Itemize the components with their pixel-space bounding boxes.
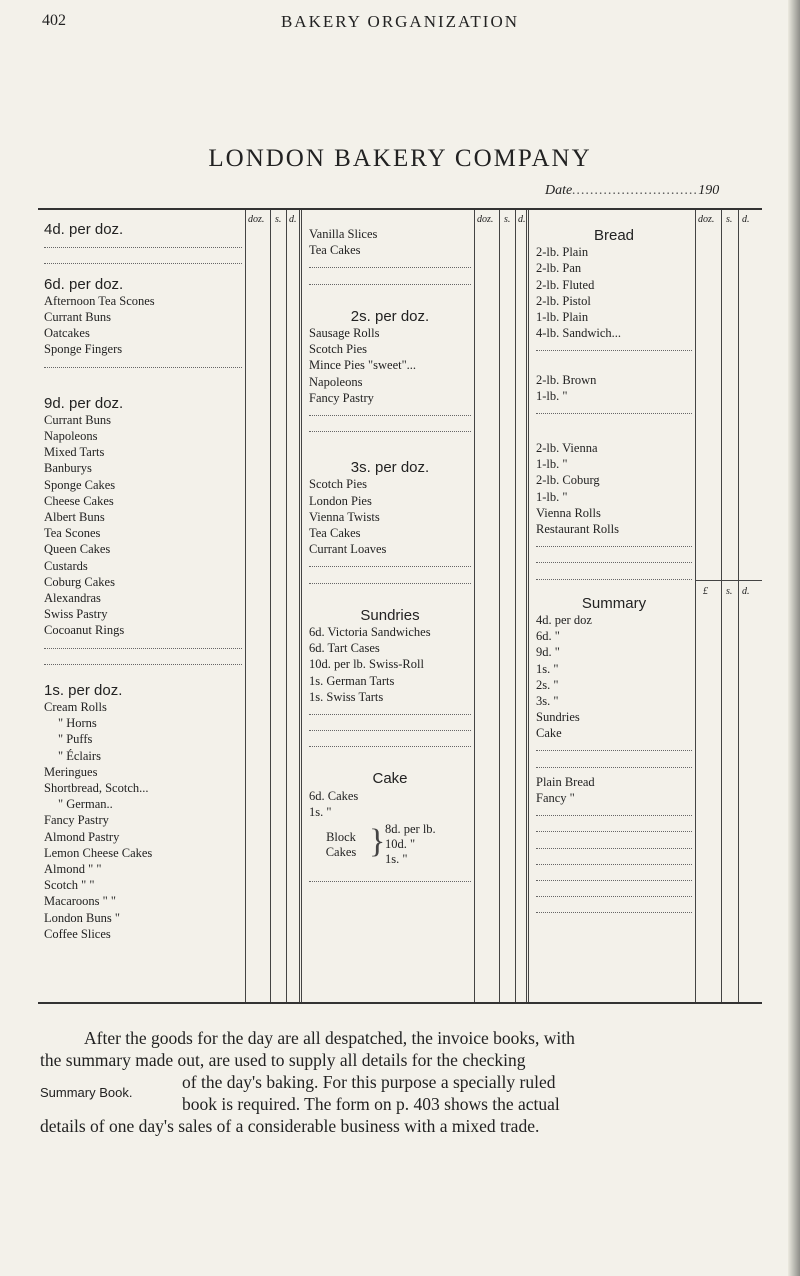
list-item: Alexandras bbox=[44, 590, 101, 605]
list-item: Coburg Cakes bbox=[44, 574, 115, 589]
list-item: " Horns bbox=[58, 716, 97, 731]
section-heading-summary: Summary bbox=[581, 595, 647, 612]
list-item: " Puffs bbox=[58, 732, 93, 747]
list-item: Queen Cakes bbox=[44, 542, 111, 557]
list-item: Fancy Pastry bbox=[309, 390, 374, 405]
column-3 bbox=[536, 210, 692, 920]
section-heading-cake: Cake bbox=[372, 771, 408, 788]
paragraph-line: of the day's baking. For this purpose a specially ruled bbox=[182, 1072, 556, 1092]
list-item: Mince Pies "sweet"... bbox=[309, 358, 417, 373]
list-item: 2-lb. Plain bbox=[536, 245, 589, 260]
list-item: Napoleons bbox=[44, 429, 98, 444]
list-item: 9d. " bbox=[536, 645, 560, 660]
section-heading-bread: Bread bbox=[593, 228, 635, 244]
col3-d-heading: d. bbox=[742, 214, 750, 225]
summary-pound-heading: £ bbox=[703, 586, 708, 597]
list-item: 1s. " bbox=[536, 661, 559, 676]
list-item: Afternoon Tea Scones bbox=[44, 293, 155, 308]
list-item: Scotch " " bbox=[44, 878, 95, 893]
list-item: Vanilla Slices bbox=[309, 227, 378, 241]
column-rule bbox=[499, 210, 500, 1002]
list-item: London Buns " bbox=[44, 910, 120, 925]
list-item: 1s. " bbox=[309, 804, 332, 819]
list-item: 2-lb. Coburg bbox=[536, 473, 600, 488]
list-item: Tea Scones bbox=[44, 526, 101, 541]
date-label: Date bbox=[545, 183, 573, 198]
list-item: Lemon Cheese Cakes bbox=[44, 845, 153, 860]
list-item: Plain Bread bbox=[536, 774, 595, 789]
list-item: 1s. Swiss Tarts bbox=[309, 689, 384, 704]
list-item: Cream Rolls bbox=[44, 700, 107, 715]
list-item: Sponge Fingers bbox=[44, 342, 123, 357]
section-heading-2s: 2s. per doz. bbox=[350, 308, 430, 325]
summary-s-heading: s. bbox=[726, 586, 733, 597]
column-rule bbox=[286, 210, 287, 1002]
running-head: BAKERY ORGANIZATION bbox=[280, 12, 520, 31]
list-item: Restaurant Rolls bbox=[536, 522, 619, 536]
body-paragraph bbox=[40, 1027, 762, 1137]
paragraph-line: After the goods for the day are all despatched, the invoice books, with bbox=[84, 1028, 575, 1048]
side-note: Summary Book. bbox=[40, 1085, 133, 1100]
list-item: Napoleons bbox=[309, 374, 363, 389]
list-item: Coffee Slices bbox=[44, 926, 111, 941]
paragraph-line: book is required. The form on p. 403 shows the actual bbox=[182, 1094, 560, 1114]
block-cakes-group bbox=[309, 820, 471, 872]
list-item: Currant Buns bbox=[44, 412, 112, 427]
column-rule bbox=[474, 210, 475, 1002]
list-item: Cake bbox=[536, 726, 562, 741]
section-heading-6d: 6d. per doz. bbox=[44, 276, 124, 293]
column-rule bbox=[299, 210, 302, 1002]
block-price: 1s. " bbox=[385, 852, 408, 866]
list-item: Sponge Cakes bbox=[44, 477, 116, 492]
column-rule bbox=[721, 210, 722, 1002]
date-line: Date............................190 bbox=[545, 183, 720, 198]
list-item: 3s. " bbox=[536, 693, 559, 708]
list-item: Shortbread, Scotch... bbox=[44, 781, 149, 795]
ruled-form-table bbox=[38, 208, 762, 1004]
list-item: Macaroons " " bbox=[44, 894, 116, 909]
list-item: 1-lb. Plain bbox=[536, 309, 589, 324]
list-item: 2-lb. Fluted bbox=[536, 277, 595, 292]
date-year: 190 bbox=[698, 183, 720, 198]
list-item: Scotch Pies bbox=[309, 342, 367, 357]
list-item: Tea Cakes bbox=[309, 526, 361, 540]
list-item: Almond Pastry bbox=[44, 829, 120, 844]
list-item: 2s. " bbox=[536, 677, 559, 692]
list-item: 1-lb. " bbox=[536, 457, 568, 472]
list-item: Meringues bbox=[44, 764, 98, 779]
section-heading-1s: 1s. per doz. bbox=[44, 682, 123, 699]
list-item: Cheese Cakes bbox=[44, 493, 114, 508]
list-item: 2-lb. Vienna bbox=[536, 441, 598, 456]
list-item: 6d. Victoria Sandwiches bbox=[309, 624, 431, 639]
list-item: Scotch Pies bbox=[309, 477, 367, 492]
page-edge-shadow bbox=[788, 0, 800, 1276]
list-item: 4-lb. Sandwich... bbox=[536, 326, 622, 341]
list-item: Currant Buns bbox=[44, 309, 112, 324]
paragraph-line: the summary made out, are used to supply all details for the checking bbox=[40, 1050, 526, 1070]
col3-s-heading: s. bbox=[726, 214, 733, 225]
section-heading-3s: 3s. per doz. bbox=[350, 460, 430, 477]
list-item: 6d. Tart Cases bbox=[309, 641, 380, 656]
summary-d-heading: d. bbox=[742, 586, 750, 597]
column-rule bbox=[515, 210, 516, 1002]
list-item: 1-lb. " bbox=[536, 388, 568, 403]
section-heading-9d: 9d. per doz. bbox=[44, 395, 124, 412]
block-cakes-label: Block Cakes bbox=[325, 830, 357, 859]
section-heading-4d: 4d. per doz. bbox=[44, 222, 124, 238]
summary-rule bbox=[695, 580, 762, 581]
list-item: 6d. Cakes bbox=[309, 788, 359, 803]
list-item: 2-lb. Pistol bbox=[536, 293, 591, 308]
list-item: 1-lb. " bbox=[536, 489, 568, 504]
column-1 bbox=[44, 210, 242, 942]
list-item: Mixed Tarts bbox=[44, 445, 105, 460]
list-item: Custards bbox=[44, 558, 88, 573]
list-item: London Pies bbox=[309, 493, 372, 508]
column-rule bbox=[738, 210, 739, 1002]
section-heading-sundries: Sundries bbox=[360, 607, 420, 624]
list-item: Vienna Rolls bbox=[536, 505, 601, 520]
list-item: Vienna Twists bbox=[309, 509, 380, 524]
list-item: Almond " " bbox=[44, 861, 102, 876]
list-item: Banburys bbox=[44, 461, 92, 476]
brace: } bbox=[369, 823, 386, 860]
list-item: Swiss Pastry bbox=[44, 607, 108, 622]
col2-d-heading: d. bbox=[518, 214, 526, 225]
form-title: LONDON BAKERY COMPANY bbox=[208, 145, 592, 172]
list-item: " Éclairs bbox=[58, 748, 101, 763]
list-item: Sundries bbox=[536, 710, 580, 725]
list-item: Albert Buns bbox=[44, 510, 105, 524]
list-item: Currant Loaves bbox=[309, 542, 387, 557]
col2-doz-heading: doz. bbox=[477, 214, 494, 225]
column-rule bbox=[270, 210, 271, 1002]
list-item: 1s. German Tarts bbox=[309, 673, 395, 688]
block-price: 8d. per lb. bbox=[385, 822, 436, 836]
col3-doz-heading: doz. bbox=[698, 214, 715, 225]
list-item: 4d. per doz bbox=[536, 612, 592, 627]
col2-s-heading: s. bbox=[504, 214, 511, 225]
col1-d-heading: d. bbox=[289, 214, 297, 225]
column-rule bbox=[695, 210, 696, 1002]
list-item: Fancy " bbox=[536, 791, 575, 805]
block-price: 10d. " bbox=[385, 837, 416, 851]
list-item: Fancy Pastry bbox=[44, 813, 109, 828]
column-rule bbox=[526, 210, 529, 1002]
list-item: Cocoanut Rings bbox=[44, 623, 125, 638]
list-item: 2-lb. Pan bbox=[536, 261, 582, 276]
page-number: 402 bbox=[42, 12, 66, 29]
page-header bbox=[40, 10, 760, 40]
paragraph-line: details of one day's sales of a considerable business with a mixed trade. bbox=[40, 1116, 540, 1136]
col1-doz-heading: doz. bbox=[248, 214, 265, 225]
list-item: " German.. bbox=[58, 797, 113, 812]
list-item: 6d. " bbox=[536, 629, 560, 644]
list-item: Oatcakes bbox=[44, 326, 90, 341]
list-item: Tea Cakes bbox=[309, 243, 361, 258]
list-item: Sausage Rolls bbox=[309, 325, 380, 340]
list-item: 10d. per lb. Swiss-Roll bbox=[309, 657, 424, 672]
column-2 bbox=[309, 210, 471, 888]
column-rule bbox=[245, 210, 246, 1002]
list-item: 2-lb. Brown bbox=[536, 372, 597, 387]
col1-s-heading: s. bbox=[275, 214, 282, 225]
